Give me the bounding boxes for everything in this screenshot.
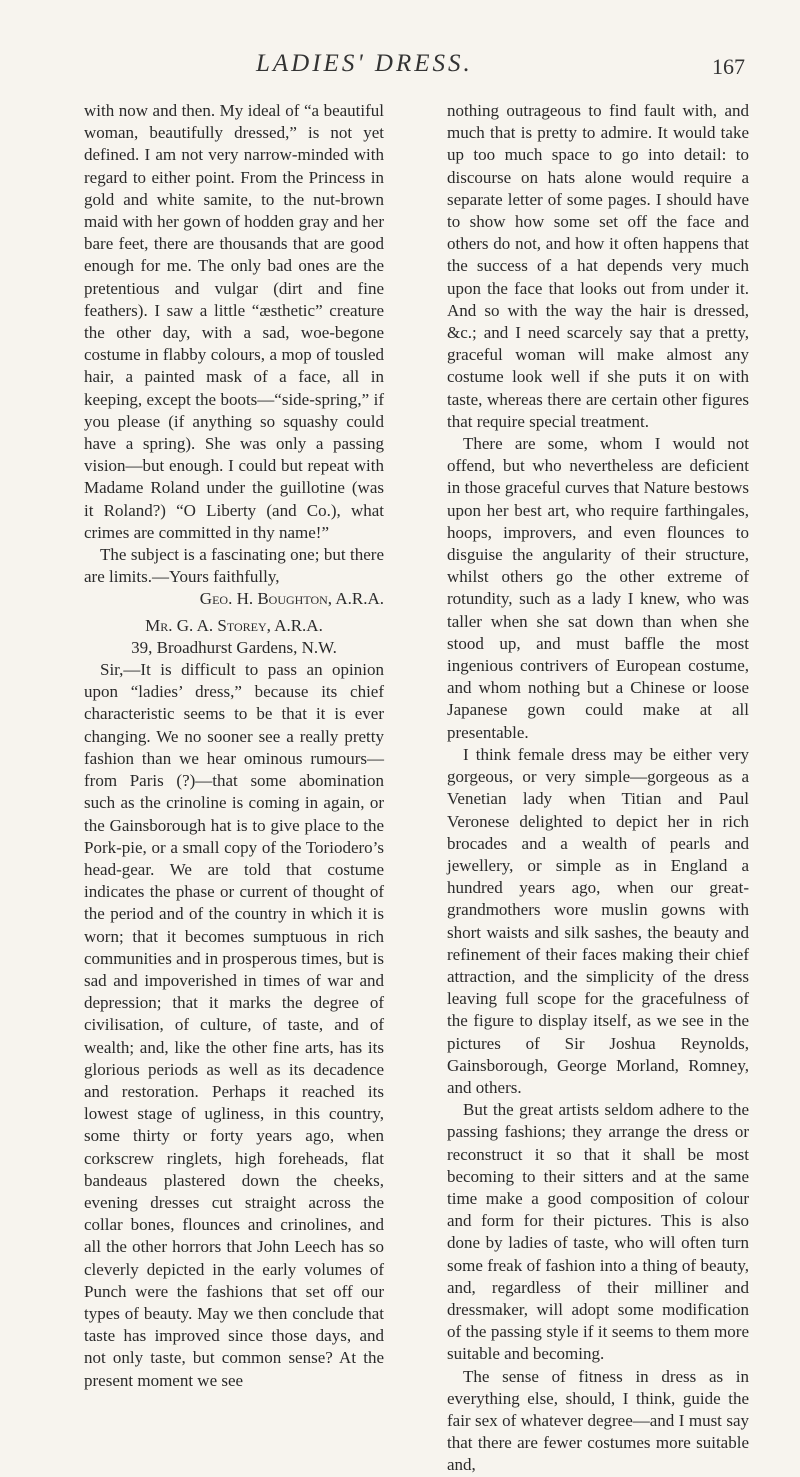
correspondent-name: Mr. G. A. Storey, A.R.A. [145,615,323,635]
left-column [84,100,384,1392]
page-number: 167 [712,54,745,79]
running-head: LADIES' DRESS. [256,50,473,77]
paragraph: nothing outrageous to find fault with, and much that is pretty to admire. It would take up too much space to go into detail: to discourse on hats alone would require a separate letter of some pages. I should have to show how some set off the face and others do not, and how it often happens that the success of a hat depends very much upon the face that looks out from under it. And so with the way the hair is dressed, &c.; and I need scarcely say that a pretty, graceful woman will make almost any costume look well if she puts it on with taste, whereas there are certain other figures that require special treatment. [447,101,749,431]
paragraph: The subject is a fascinating one; but there are limits.—Yours faithfully, [84,545,384,587]
paragraph: But the great artists seldom adhere to the passing fashions; they arrange the dress or reconstruct it so that it shall be most becoming to their sitters and at the same time make a good composition of colour and form for their pictures. This is also done by ladies of taste, who will often turn some freak of fashion into a thing of beauty, and, regardless of their milliner and dressmaker, will adopt some modification of the passing style if it seems to them more suitable and becoming. [447,1100,749,1364]
paragraph: Sir,—It is difficult to pass an opinion upon “ladies’ dress,” because its chief characteristic seems to be that it is ever changing. We no sooner see a really pretty fashion than we hear ominous rumours—from Paris (?)—that some abomination such as the crinoline is coming in again, or the Gainsborough hat is to give place to the Pork-pie, or a small copy of the Toriodero’s head-gear. We are told that costume indicates the phase or current of thought of the period and of the country in which it is worn; that it becomes sumptuous in rich communities and in prosperous times, but is sad and impoverished in times of war and depression; that it marks the degree of civilisation, of culture, of taste, and of wealth; and, like the other fine arts, has its glorious periods as well as its decadence and restoration. Perhaps it reached its lowest stage of ugliness, in this country, some thirty or forty years ago, when corkscrew ringlets, high foreheads, flat bandeaus plastered down the cheeks, evening dresses cut straight across the collar bones, flounces and crinolines, and all the other horrors that John Leech has so cleverly depicted in the early volumes of Punch were the fashions that set off our types of beauty. May we then conclude that taste has improved since those days, and not only taste, but common sense? At the present moment we see [84,660,384,1390]
signature: Geo. H. Boughton, A.R.A. [199,589,384,609]
paragraph: with now and then. My ideal of “a beautiful woman, beautifully dressed,” is not yet defined. I am not very narrow-minded with regard to either point. From the Princess in gold and white samite, to the nut-brown maid with her gown of hodden gray and her bare feet, there are thousands that are good enough for me. The only bad ones are the pretentious and vulgar (dirt and fine feathers). I saw a little “æsthetic” creature the other day, with a sad, woe-begone costume in flabby colours, a mop of tousled hair, a painted mask of a face, all in keeping, except the boots—“side-spring,” if you please (if anything so squashy could have a spring). She was only a passing vision—but enough. I could but repeat with Madame Roland under the guillotine (was it Roland?) “O Liberty (and Co.), what crimes are committed in thy name!” [84,101,384,542]
right-column [447,100,749,1477]
paragraph: There are some, whom I would not offend, but who nevertheless are deficient in those graceful curves that Nature bestows upon her best art, who require farthingales, hoops, improvers, and even flounces to disguise the angularity of their structure, whilst others go the other extreme of rotundity, such as a lady I knew, who was taller when she sat down than when she stood up, and must baffle the most ingenious contrivers of European costume, and whom nothing but a Chinese or loose Japanese gown could make at all presentable. [447,434,749,742]
paragraph: I think female dress may be either very gorgeous, or very simple—gorgeous as a Venetian lady when Titian and Paul Veronese delighted to depict her in rich brocades and a wealth of pearls and jewellery, or simple as in England a hundred years ago, when our great-grandmothers wore muslin gowns with short waists and silk sashes, the beauty and refinement of their faces making their chief attraction, and the simplicity of the dress leaving full scope for the gracefulness of the figure to display itself, as we see in the pictures of Sir Joshua Reynolds, Gainsborough, George Morland, Romney, and others. [447,744,749,1097]
address: 39, Broadhurst Gardens, N.W. [131,637,337,657]
paragraph: The sense of fitness in dress as in everything else, should, I think, guide the fair sex of whatever degree—and I must say that there are fewer costumes more suitable and, [447,1366,749,1475]
page-header [0,50,800,90]
